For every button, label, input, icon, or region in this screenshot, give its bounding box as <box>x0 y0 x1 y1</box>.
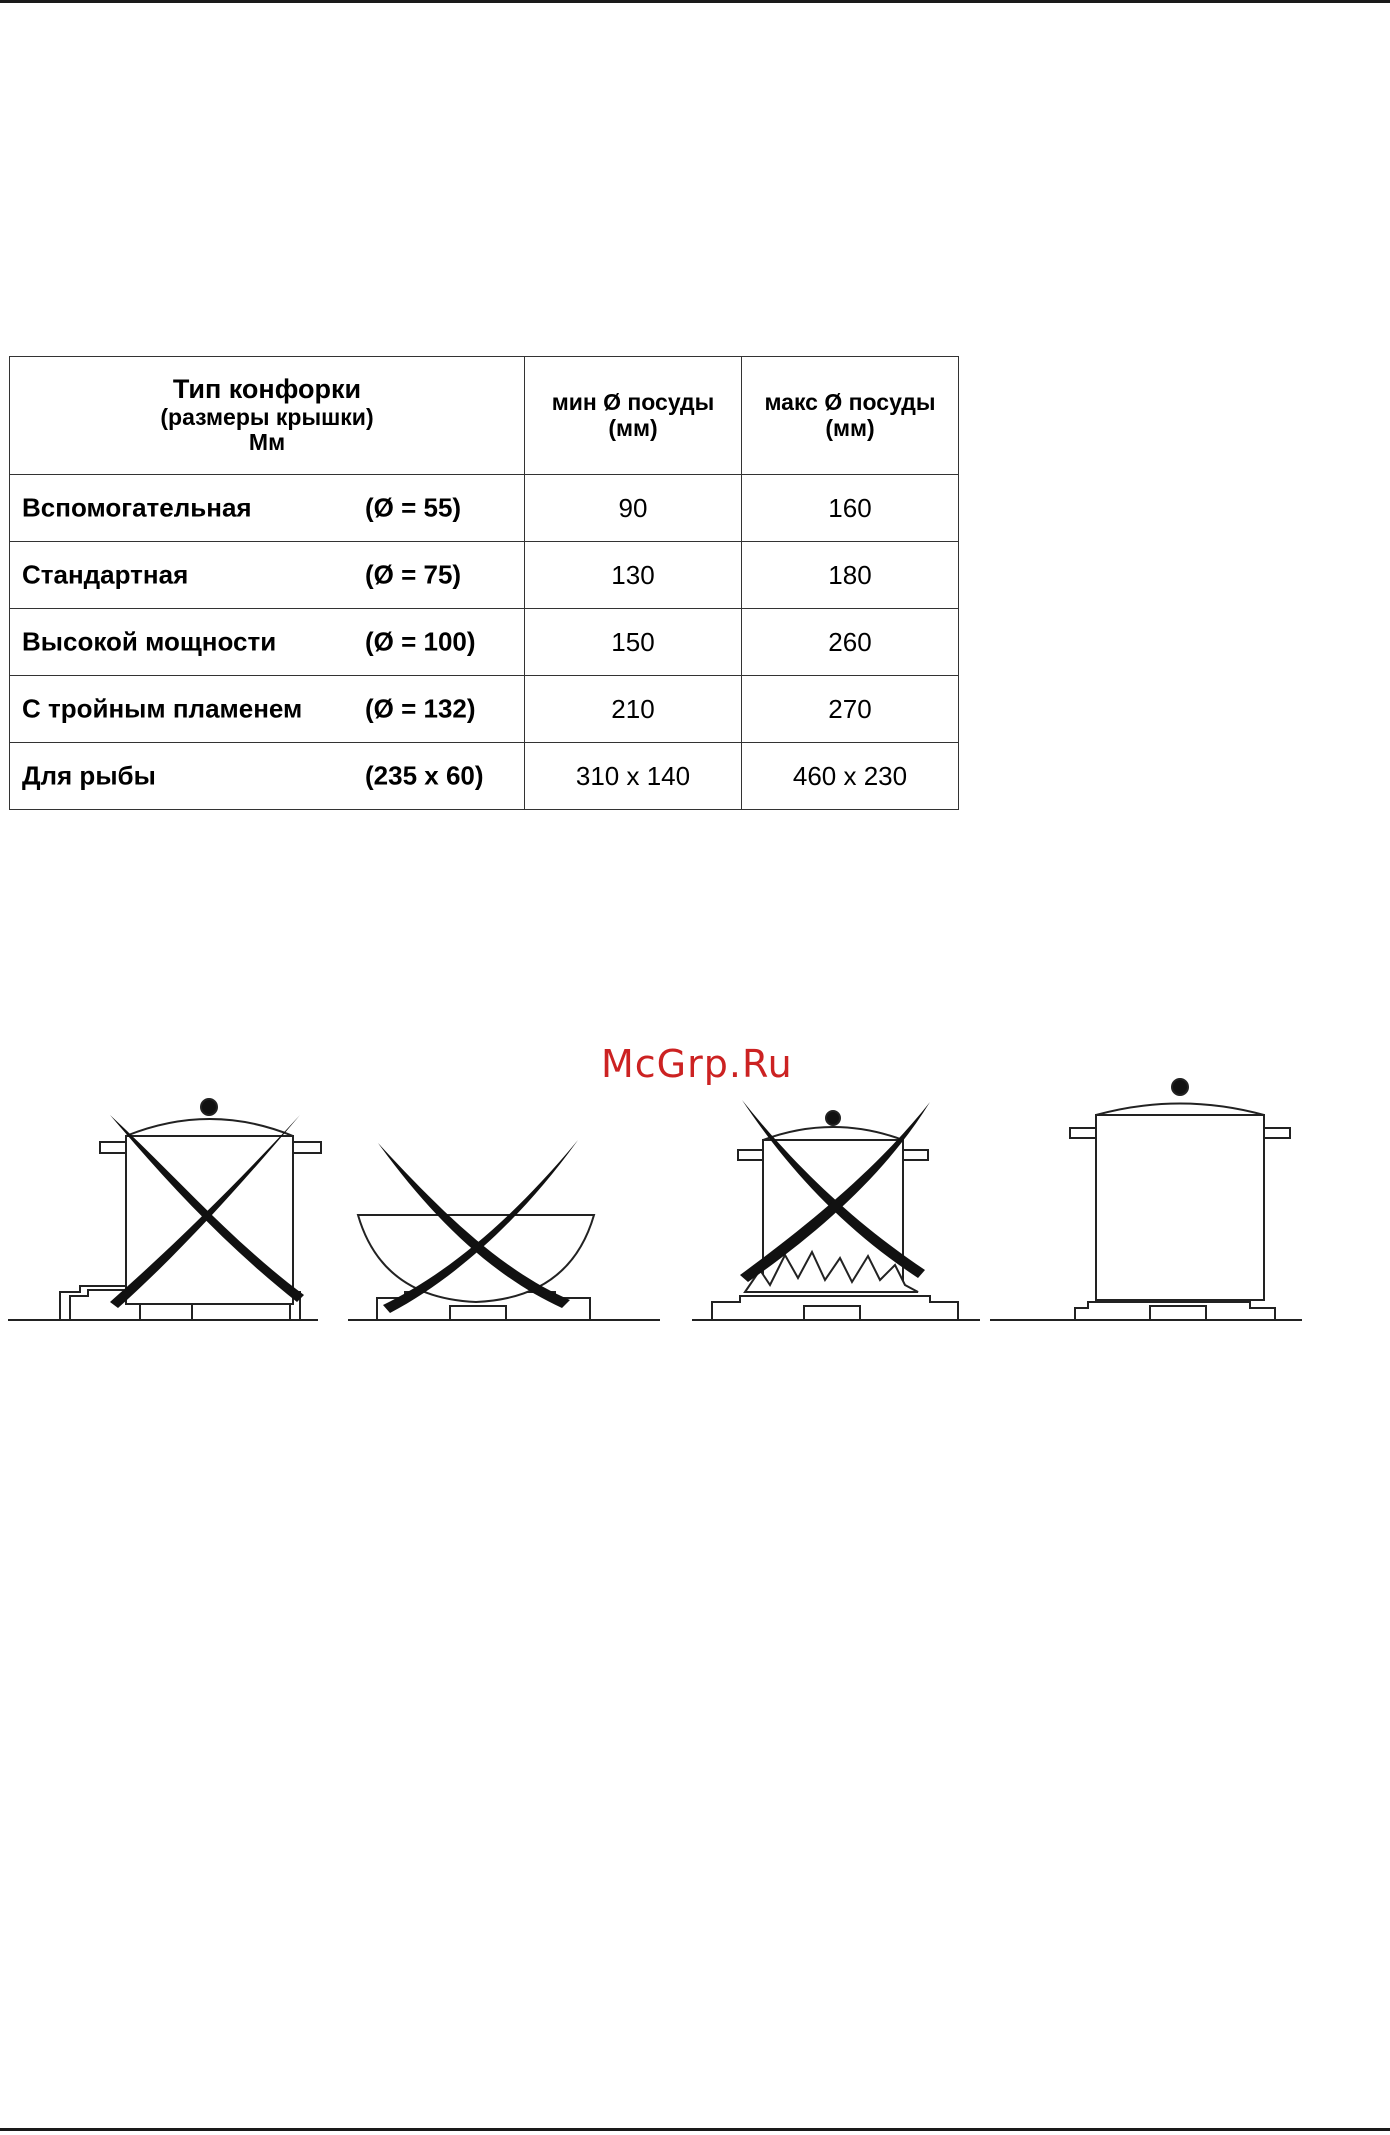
burner-name: Вспомогательная <box>22 492 252 523</box>
top-rule <box>0 0 1390 3</box>
burner-type-cell <box>10 475 525 542</box>
table-row <box>10 676 959 743</box>
burner-type-cell <box>10 676 525 743</box>
burner-dimension: (Ø = 55) <box>365 492 462 523</box>
max-diameter-cell: 460 x 230 <box>742 743 959 810</box>
min-diameter-cell: 310 x 140 <box>525 743 742 810</box>
header-min-unit: (мм) <box>608 414 658 441</box>
table-row <box>10 542 959 609</box>
burner-type-cell <box>10 542 525 609</box>
burner-dimension: (Ø = 75) <box>365 559 462 590</box>
max-diameter-cell: 270 <box>742 676 959 743</box>
header-type-title: Тип конфорки <box>172 374 362 405</box>
watermark: McGrp.Ru <box>601 1042 793 1086</box>
header-type-unit: Мм <box>248 429 286 456</box>
table-header-row <box>10 357 959 475</box>
burner-dimension: (Ø = 132) <box>365 693 476 724</box>
pot-too-small-illustration <box>8 1099 321 1320</box>
header-max-unit: (мм) <box>825 414 875 441</box>
pot-correct-illustration <box>990 1079 1302 1320</box>
burner-dimension: (235 x 60) <box>365 760 484 791</box>
header-max-title: макс Ø посуды <box>764 389 936 416</box>
cookware-usage-illustration <box>0 1030 1390 1340</box>
max-diameter-cell: 160 <box>742 475 959 542</box>
burner-name: Для рыбы <box>22 760 156 791</box>
burner-type-cell <box>10 743 525 810</box>
burner-size-table <box>9 356 959 810</box>
burner-name: Высокой мощности <box>22 626 277 657</box>
table-row <box>10 743 959 810</box>
burner-name: С тройным пламенем <box>22 693 303 724</box>
header-min-title: мин Ø посуды <box>551 389 715 416</box>
max-diameter-cell: 180 <box>742 542 959 609</box>
header-burner-type <box>10 357 525 475</box>
min-diameter-cell: 130 <box>525 542 742 609</box>
table-row <box>10 475 959 542</box>
header-type-sub: (размеры крышки) <box>160 404 374 431</box>
max-diameter-cell: 260 <box>742 609 959 676</box>
min-diameter-cell: 90 <box>525 475 742 542</box>
wok-round-bottom-illustration <box>348 1140 660 1320</box>
burner-type-cell <box>10 609 525 676</box>
bottom-rule <box>0 2128 1390 2131</box>
header-min-diameter <box>525 357 742 475</box>
burner-name: Стандартная <box>22 559 189 590</box>
header-max-diameter <box>742 357 959 475</box>
table-row <box>10 609 959 676</box>
pot-flame-too-large-illustration <box>692 1100 980 1320</box>
min-diameter-cell: 150 <box>525 609 742 676</box>
min-diameter-cell: 210 <box>525 676 742 743</box>
burner-dimension: (Ø = 100) <box>365 626 476 657</box>
